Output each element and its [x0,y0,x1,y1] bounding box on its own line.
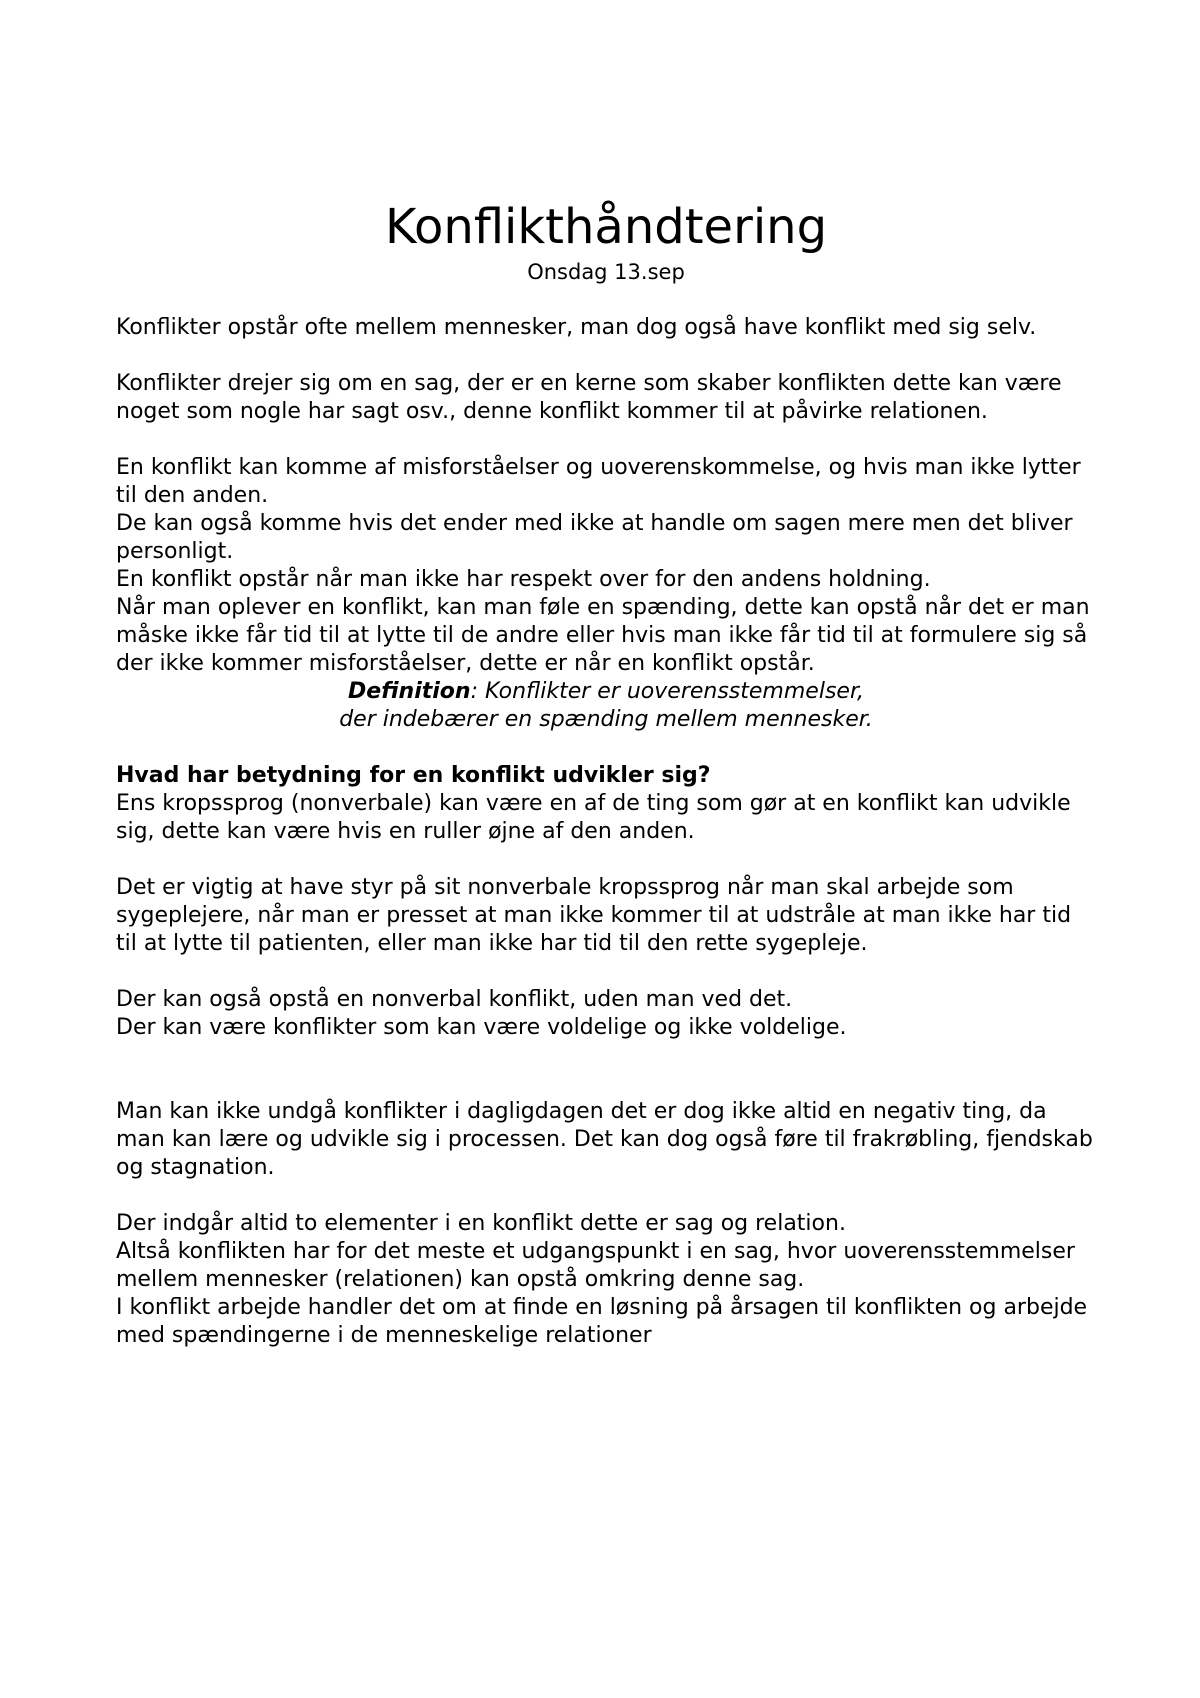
paragraph-intro: Konflikter opstår ofte mellem mennesker, man dog også have konflikt med sig selv. [116,315,1037,340]
paragraph-elementer: Der indgår altid to elementer i en konflikt dette er sag og relation. [116,1211,846,1236]
document-page [116,196,1096,1350]
paragraph-voldelige: Der kan være konflikter som kan være voldelige og ikke voldelige. [116,1015,847,1040]
paragraph-udgangspunkt: Altså konflikten har for det meste et udgangspunkt i en sag, hvor uoverensstemmelser mellem mennesker (relationen) kan opstå omkring denne sag. [116,1239,1075,1292]
spacer [116,426,1096,454]
paragraph-nonverbal: Der kan også opstå en nonverbal konflikt, uden man ved det. [116,987,793,1012]
spacer [116,846,1096,874]
paragraph-misforstaaelser: En konflikt kan komme af misforståelser og uoverenskommelse, og hvis man ikke lytter til den anden. [116,455,1081,508]
paragraph-kropssprog: Ens kropssprog (nonverbale) kan være en af de ting som gør at en konflikt kan udvikle sig, dette kan være hvis en ruller øjne af den anden. [116,791,1071,844]
paragraph-dagligdagen: Man kan ikke undgå konflikter i dagligdagen det er dog ikke altid en negativ ting, da man kan lære og udvikle sig i processen. Det kan dog også føre til frakrøbling, fjendskab og stagnation. [116,1099,1093,1180]
spacer [116,342,1096,370]
spacer [116,1042,1096,1098]
section-heading: Hvad har betydning for en konflikt udvikler sig? [116,763,711,788]
definition-line-2: der indebærer en spænding mellem mennesker. [339,707,873,732]
spacer [116,958,1096,986]
definition-line-1 [116,678,1096,706]
paragraph-personligt: De kan også komme hvis det ender med ikke at handle om sagen mere men det bliver personligt. [116,511,1073,564]
paragraph-loesning: I konflikt arbejde handler det om at finde en løsning på årsagen til konflikten og arbejde med spændingerne i de menneskelige relationer [116,1295,1088,1348]
paragraph-respekt: En konflikt opstår når man ikke har respekt over for den andens holdning. [116,567,931,592]
paragraph-sag: Konflikter drejer sig om en sag, der er en kerne som skaber konflikten dette kan være noget som nogle har sagt osv., denne konflikt kommer til at påvirke relationen. [116,371,1062,424]
spacer [116,1182,1096,1210]
document-date: Onsdag 13.sep [527,260,685,284]
spacer [116,734,1096,762]
document-title: Konflikthåndtering [384,199,828,255]
paragraph-spaending: Når man oplever en konflikt, kan man føle en spænding, dette kan opstå når det er man måske ikke får tid til at lytte til de andre eller hvis man ikke får tid til at formulere sig så der ikke kommer misforståelser, dette er når en konflikt opstår. [116,595,1090,676]
definition-label: Definition [348,679,471,704]
paragraph-sygeplejere: Det er vigtig at have styr på sit nonverbale kropssprog når man skal arbejde som sygeplejere, når man er presset at man ikke kommer til at udstråle at man ikke har tid til at lytte til patienten, eller man ikke har tid til den rette sygepleje. [116,875,1072,956]
definition-text-1: : Konflikter er uoverensstemmelser, [470,679,864,704]
